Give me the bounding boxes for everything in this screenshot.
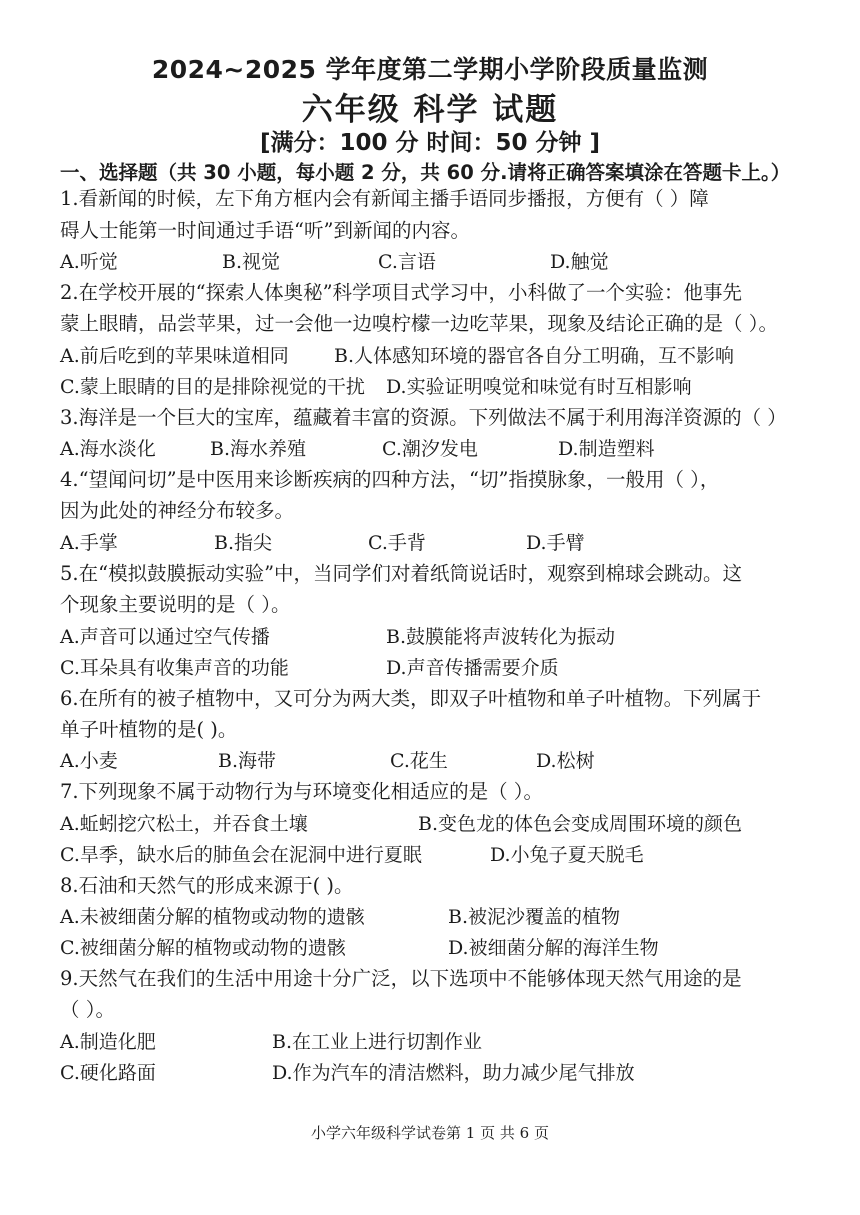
question-3-stem: 3.海洋是一个巨大的宝库，蕴藏着丰富的资源。下列做法不属于利用海洋资源的（ ） <box>60 406 787 429</box>
question-8-option-c: C.被细菌分解的植物或动物的遗骸 <box>60 937 346 959</box>
page-footer: 小学六年级科学试卷第 1 页 共 6 页 <box>311 1124 549 1142</box>
question-3-option-a: A.海水淡化 <box>60 438 156 460</box>
question-6-option-a: A.小麦 <box>60 750 118 772</box>
question-7-option-d: D.小兔子夏天脱毛 <box>490 844 644 866</box>
question-5-option-c: C.耳朵具有收集声音的功能 <box>60 657 289 679</box>
question-6-option-b: B.海带 <box>218 750 277 772</box>
question-2-option-c: C.蒙上眼睛的目的是排除视觉的干扰 <box>60 376 365 398</box>
exam-score-time: [满分：100 分 时间：50 分钟 ] <box>259 130 601 156</box>
question-1-option-b: B.视觉 <box>222 251 281 273</box>
question-3-option-d: D.制造塑料 <box>558 438 655 460</box>
question-6-option-d: D.松树 <box>536 750 595 772</box>
question-2-stem-line-1: 2.在学校开展的“探索人体奥秘”科学项目式学习中，小科做了一个实验：他事先 <box>60 281 743 304</box>
question-4-option-a: A.手掌 <box>60 532 118 554</box>
question-8-stem: 8.石油和天然气的形成来源于( )。 <box>60 874 354 897</box>
question-8-option-b: B.被泥沙覆盖的植物 <box>448 906 621 928</box>
question-7-option-a: A.蚯蚓挖穴松土，并吞食土壤 <box>60 813 308 835</box>
question-2-option-b: B.人体感知环境的器官各自分工明确，互不影响 <box>334 345 735 367</box>
question-5-option-a: A.声音可以通过空气传播 <box>60 626 270 648</box>
question-9-option-c: C.硬化路面 <box>60 1062 156 1084</box>
question-3-option-b: B.海水养殖 <box>210 438 307 460</box>
question-1-option-d: D.触觉 <box>550 251 609 273</box>
question-9-stem-line-2: （ ）。 <box>60 998 115 1021</box>
question-4-stem-line-2: 因为此处的神经分布较多。 <box>60 499 295 522</box>
exam-subject-title: 六年级 科学 试题 <box>301 92 559 128</box>
question-4-option-c: C.手背 <box>368 532 426 554</box>
question-2-option-a: A.前后吃到的苹果味道相同 <box>60 345 289 367</box>
question-5-stem-line-1: 5.在“模拟鼓膜振动实验”中，当同学们对着纸筒说话时，观察到棉球会跳动。这 <box>60 562 743 585</box>
question-4-stem-line-1: 4.“望闻问切”是中医用来诊断疾病的四种方法，“切”指摸脉象，一般用（ ）， <box>60 468 720 491</box>
question-8-option-d: D.被细菌分解的海洋生物 <box>448 937 659 959</box>
question-1-option-c: C.言语 <box>378 251 436 273</box>
question-6-stem-line-2: 单子叶植物的是( )。 <box>60 718 238 741</box>
section-heading: 一、选择题（共 30 小题，每小题 2 分，共 60 分.请将正确答案填涂在答题卡上。） <box>60 161 791 184</box>
question-1-stem-line-2: 碍人士能第一时间通过手语“听”到新闻的内容。 <box>60 219 470 242</box>
question-7-option-b: B.变色龙的体色会变成周围环境的颜色 <box>418 813 743 835</box>
question-4-option-b: B.指尖 <box>214 532 273 554</box>
question-2-option-d: D.实验证明嗅觉和味觉有时互相影响 <box>386 376 692 398</box>
question-9-option-a: A.制造化肥 <box>60 1031 156 1053</box>
question-8-option-a: A.未被细菌分解的植物或动物的遗骸 <box>60 906 365 928</box>
question-7-option-c: C.旱季，缺水后的肺鱼会在泥洞中进行夏眠 <box>60 844 422 866</box>
question-9-option-d: D.作为汽车的清洁燃料，助力减少尾气排放 <box>272 1062 635 1084</box>
question-9-stem-line-1: 9.天然气在我们的生活中用途十分广泛，以下选项中不能够体现天然气用途的是 <box>60 967 742 990</box>
question-1-stem-line-1: 1.看新闻的时候，左下角方框内会有新闻主播手语同步播报，方便有（ ）障 <box>60 187 709 210</box>
question-6-stem-line-1: 6.在所有的被子植物中，又可分为两大类，即双子叶植物和单子叶植物。下列属于 <box>60 687 762 710</box>
question-7-stem: 7.下列现象不属于动物行为与环境变化相适应的是（ ）。 <box>60 780 544 803</box>
question-5-option-b: B.鼓膜能将声波转化为振动 <box>386 626 616 648</box>
question-1-option-a: A.听觉 <box>60 251 118 273</box>
question-9-option-b: B.在工业上进行切割作业 <box>272 1031 483 1053</box>
question-3-option-c: C.潮汐发电 <box>382 438 478 460</box>
question-5-option-d: D.声音传播需要介质 <box>386 657 559 679</box>
question-6-option-c: C.花生 <box>390 750 448 772</box>
question-4-option-d: D.手臂 <box>526 532 585 554</box>
question-5-stem-line-2: 个现象主要说明的是（ ）。 <box>60 593 291 616</box>
exam-title: 2024~2025 学年度第二学期小学阶段质量监测 <box>151 55 709 84</box>
question-2-stem-line-2: 蒙上眼睛，品尝苹果，过一会他一边嗅柠檬一边吃苹果，现象及结论正确的是（ ）。 <box>60 312 778 335</box>
